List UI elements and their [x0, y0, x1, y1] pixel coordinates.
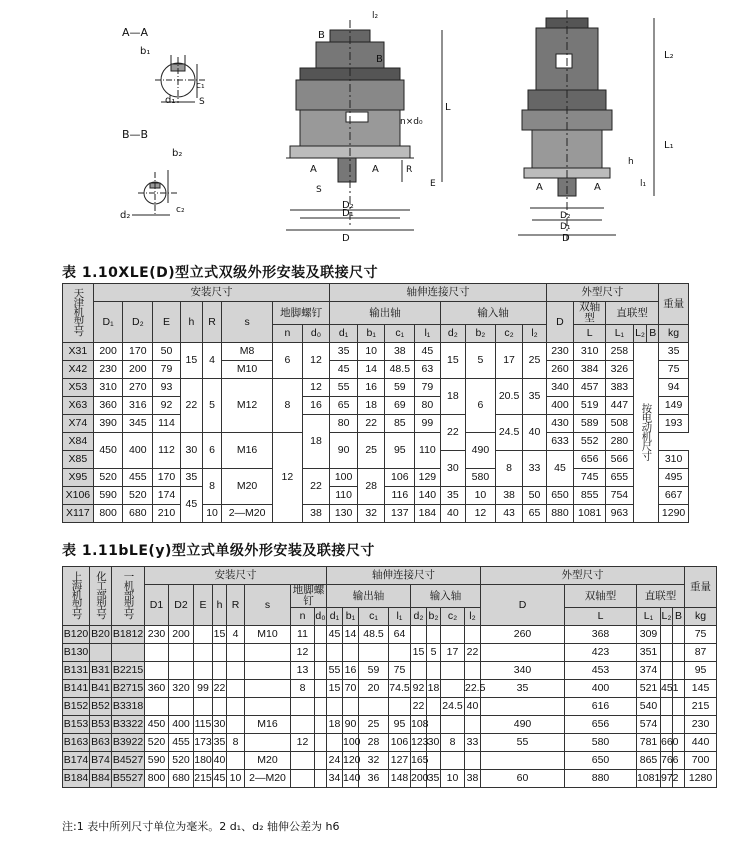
- svg-text:L: L: [445, 102, 451, 113]
- table-row: B131 B31 B2215 13 55 16 59 75 340 453 374 95: [63, 662, 717, 680]
- table-row: B120 B20 B1812 230 200 15 4 M10 11 45 14 48.5 64 260 368 309 75: [63, 626, 717, 644]
- svg-text:c₂: c₂: [176, 205, 185, 215]
- svg-text:L₁: L₁: [664, 140, 674, 151]
- section-bb-drawing: [132, 170, 178, 215]
- table-row: X84 450 400 112 30 6 M16 12 90 25 95 110 490 633 552 280: [63, 433, 689, 451]
- motor-note: 按电动机尺寸: [633, 343, 658, 523]
- table-row: B153 B53 B3322 450 400 115 30 M16 18 90 25 95 108 490 656 574 230: [63, 716, 717, 734]
- svg-text:L₂: L₂: [664, 50, 674, 61]
- table-row: X53 310 270 93 22 5 M12 8 12 55 16 59 79 18 6 20.5 35 340 457 383 94: [63, 379, 689, 397]
- table-row: X85 30 8 33 45 656 566 310: [63, 451, 689, 469]
- table-row: X117 800 680 210 10 2—M20 38 130 32 137 184 40 12 43 65 880 1081 963 1290: [63, 505, 689, 523]
- table-row: B174 B74 B4527 590 520 180 40 M20 24 120 32 127 165 650 865 766 700: [63, 752, 717, 770]
- svg-text:A: A: [594, 182, 601, 193]
- svg-text:S: S: [199, 97, 205, 107]
- svg-text:D₁: D₁: [342, 208, 354, 219]
- svg-text:d₁: d₁: [165, 95, 176, 106]
- svg-text:D₁: D₁: [560, 222, 571, 232]
- direct-coupled-reducer-drawing: [518, 10, 654, 240]
- svg-text:l₂: l₂: [372, 11, 379, 21]
- table-row: X42 230 200 79 M10 45 14 48.5 63 260 384 326 75: [63, 361, 689, 379]
- svg-text:D₂: D₂: [560, 211, 571, 221]
- svg-text:D: D: [562, 233, 570, 244]
- table-row: X31 200 170 50 15 4 M8 6 12 35 10 38 45 15 5 17 25 230 310 258 按电动机尺寸 35: [63, 343, 689, 361]
- svg-text:l₁: l₁: [640, 179, 647, 189]
- table-row: B184 B84 B5527 800 680 215 45 10 2—M20 34 140 36 148 200 35 10 38 60 880 1081 972 1280: [63, 770, 717, 788]
- table-row: X63 360 316 92 16 65 18 69 80 400 519 447 149: [63, 397, 689, 415]
- engineering-drawings: [0, 0, 750, 255]
- section-aa-label: A—A: [122, 26, 149, 39]
- svg-text:n×d₀: n×d₀: [400, 117, 423, 127]
- table-row: X74 390 345 114 18 80 22 85 99 22 24.5 40 430 589 508 193: [63, 415, 689, 433]
- table-row: B141 B41 B2715 360 320 99 22 8 15 70 20 74.5 92 18 22.5 35 400 521 451 145: [63, 680, 717, 698]
- svg-text:b₂: b₂: [172, 148, 183, 159]
- section-aa-drawing: [155, 55, 205, 103]
- svg-text:A: A: [372, 164, 379, 175]
- svg-text:R: R: [406, 165, 413, 175]
- table2-ble-y-single-stage: 上海机型号 化工部型号 一机部型号 安装尺寸 轴伸连接尺寸 外型尺寸 重量 D1 D2 E h R s 地脚螺钉 输出轴 输入轴 D 双轴型 直联型 n d₀ d₁ b₁ c₁ l₁ d₂ b₂ c₂ l₂ L L₁ L₂ B kg B120 B20 B1812 230 200 15 4 M10 11 45 14 48.5 64 260 368 309 75 B130 12 15 5 17 22 423 351 87 B131 B31 B2215 13 55 16 59 75 340 453 374 95 B141 B41 B2715 360 320 99 22 8 15 70 20 74.5 92 18 22.5 35 400 521 451 145 B152 B52 B3318 22 24.5 40 616 540 215 B153 B53 B3322 450 400 115 30 M16 18 90 25 95 108 490 656 574 230 B163 B63 B3922 520 455 173 35 8 12 100 28 106 123 30 8 33 55 580 781 660 440 B174 B74 B4527 590 520 180 40 M20 24 120 32 127 165 650 865 766 700 B184 B84 B5527 800 680 215 45 10 2—M20 34 140 36 148 200 35 10 38 60 880 1081 972 1280: [62, 566, 717, 788]
- svg-text:B: B: [318, 30, 325, 41]
- table1-title: 表 1.10XLE(D)型立式双级外形安装及联接尺寸: [62, 265, 379, 281]
- th-outline: 外型尺寸: [546, 284, 658, 302]
- table-row: B152 B52 B3318 22 24.5 40 616 540 215: [63, 698, 717, 716]
- svg-text:h: h: [628, 157, 634, 167]
- table-row: B130 12 15 5 17 22 423 351 87: [63, 644, 717, 662]
- svg-text:B: B: [376, 54, 383, 65]
- th-weight: 重量: [659, 284, 689, 325]
- table-row: X95 520 455 170 35 8 M20 22 100 28 106 129 580 745 655 495: [63, 469, 689, 487]
- table2-title: 表 1.11bLE(y)型立式单级外形安装及联接尺寸: [62, 543, 375, 559]
- section-bb-label: B—B: [122, 128, 149, 141]
- svg-text:c₁: c₁: [196, 81, 205, 91]
- svg-text:A: A: [536, 182, 543, 193]
- svg-text:D: D: [342, 233, 350, 244]
- th-install: 安装尺寸: [93, 284, 330, 302]
- table-row: B163 B63 B3922 520 455 173 35 8 12 100 28 106 123 30 8 33 55 580 781 660 440: [63, 734, 717, 752]
- svg-text:d₂: d₂: [120, 210, 131, 221]
- svg-text:D₂: D₂: [342, 200, 354, 211]
- svg-text:b₁: b₁: [140, 46, 151, 57]
- th-shaft: 轴伸连接尺寸: [330, 284, 546, 302]
- table-row: X106 590 520 174 45 110 116 140 35 10 38 50 650 855 754 667: [63, 487, 689, 505]
- th-model: 天津机型号: [63, 284, 94, 343]
- svg-text:A: A: [310, 164, 317, 175]
- svg-text:E: E: [430, 179, 436, 189]
- table1-xle-d-double-stage: 天津机型号 安装尺寸 轴伸连接尺寸 外型尺寸 重量 D₁ D₂ E h R s 地脚螺钉 输出轴 输入轴 D 双轴型 直联型 n d₀ d₁ b₁ c₁ l₁ d₂ b₂ c₂ l₂ L L₁ L₂ B kg X31 200 170 50 15 4 M8 6 12 35 10 38 45 15 5 17 25 230 310 258 按电动机尺寸 35 X42 230 200 79 M10 45 14 48.5 63 260 384 326 75 X53 310 270 93 22 5 M12 8 12 55 16 59 79 18 6 20.5 35 340 457 383 94 X63 360 316 92 16 65 18 69 80 400 519 447 149 X74 390 345 114 18 80 22 85 99 22 24.5 40 430 589 508 193 X84 450 400 112 30 6 M16 12 90 25 95 110 490 633 552 280 X85 30 8 33 45 656 566 310 X95 520 455 170 35 8 M20 22 100 28 106 129 580 745 655 495 X106 590 520 174 45 110 116 140 35 10 38 50 650 855 754 667 X117 800 680 210 10 2—M20 38 130 32 137 184 40 12 43 65 880 1081 963 1290: [62, 283, 689, 523]
- footnote: 注:1 表中所列尺寸单位为毫米。2 d₁、d₂ 轴伸公差为 h6: [62, 820, 340, 833]
- svg-text:S: S: [316, 185, 322, 195]
